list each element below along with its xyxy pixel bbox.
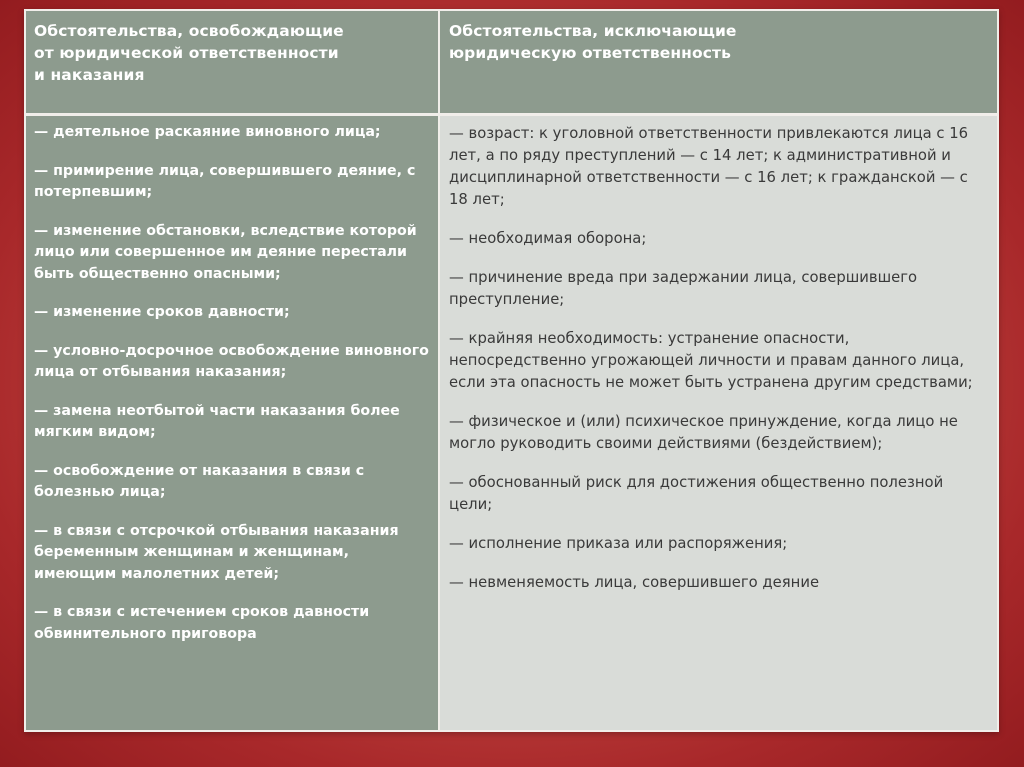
body-cell-releasing xyxy=(26,116,440,730)
body-cell-excluding xyxy=(440,116,997,730)
header-cell-releasing xyxy=(26,11,440,116)
list-item: — условно-досрочное освобождение виновного лица от отбывания наказания; xyxy=(34,342,429,380)
header-line: Обстоятельства, освобождающие xyxy=(34,22,344,40)
list-item: — необходимая оборона; xyxy=(449,230,647,247)
list-item: — замена неотбытой части наказания более мягким видом; xyxy=(34,402,400,440)
list-item: — в связи с истечением сроков давности обвинительного приговора xyxy=(34,604,370,642)
list-item: — невменяемость лица, совершившего деяние xyxy=(449,574,820,591)
list-item: — примирение лица, совершившего деяние, с потерпевшим; xyxy=(34,162,416,200)
header-line: и наказания xyxy=(34,66,145,84)
header-line: юридическую ответственность xyxy=(449,44,732,62)
list-item: — изменение обстановки, вследствие которой лицо или совершенное им деяние перестали быть общественно опасными; xyxy=(34,222,417,282)
comparison-table xyxy=(24,9,999,732)
excluding-circumstances-list xyxy=(449,123,991,594)
list-item: — деятельное раскаяние виновного лица; xyxy=(34,124,381,140)
releasing-circumstances-list xyxy=(34,122,432,645)
list-item: — обоснованный риск для достижения общественно полезной цели; xyxy=(449,474,944,513)
list-item: — причинение вреда при задержании лица, совершившего преступление; xyxy=(449,269,918,308)
list-item: — в связи с отсрочкой отбывания наказания беременным женщинам и женщинам, имеющим малолетних детей; xyxy=(34,522,399,582)
list-item: — исполнение приказа или распоряжения; xyxy=(449,535,788,552)
header-cell-excluding xyxy=(440,11,997,116)
list-item: — освобождение от наказания в связи с болезнью лица; xyxy=(34,462,365,500)
list-item: — возраст: к уголовной ответственности привлекаются лица с 16 лет, а по ряду преступлений — с 14 лет; к административной и дисциплинарной ответственности — с 16 лет; к гражданской — с 18 лет; xyxy=(449,125,969,208)
list-item: — изменение сроков давности; xyxy=(34,304,290,320)
list-item: — физическое и (или) психическое принуждение, когда лицо не могло руководить своими действиями (бездействием); xyxy=(449,413,958,452)
header-line: от юридической ответственности xyxy=(34,44,339,62)
list-item: — крайняя необходимость: устранение опасности, непосредственно угрожающей личности и правам данного лица, если эта опасность не может быть устранена другим средствами; xyxy=(449,330,973,391)
header-line: Обстоятельства, исключающие xyxy=(449,22,737,40)
